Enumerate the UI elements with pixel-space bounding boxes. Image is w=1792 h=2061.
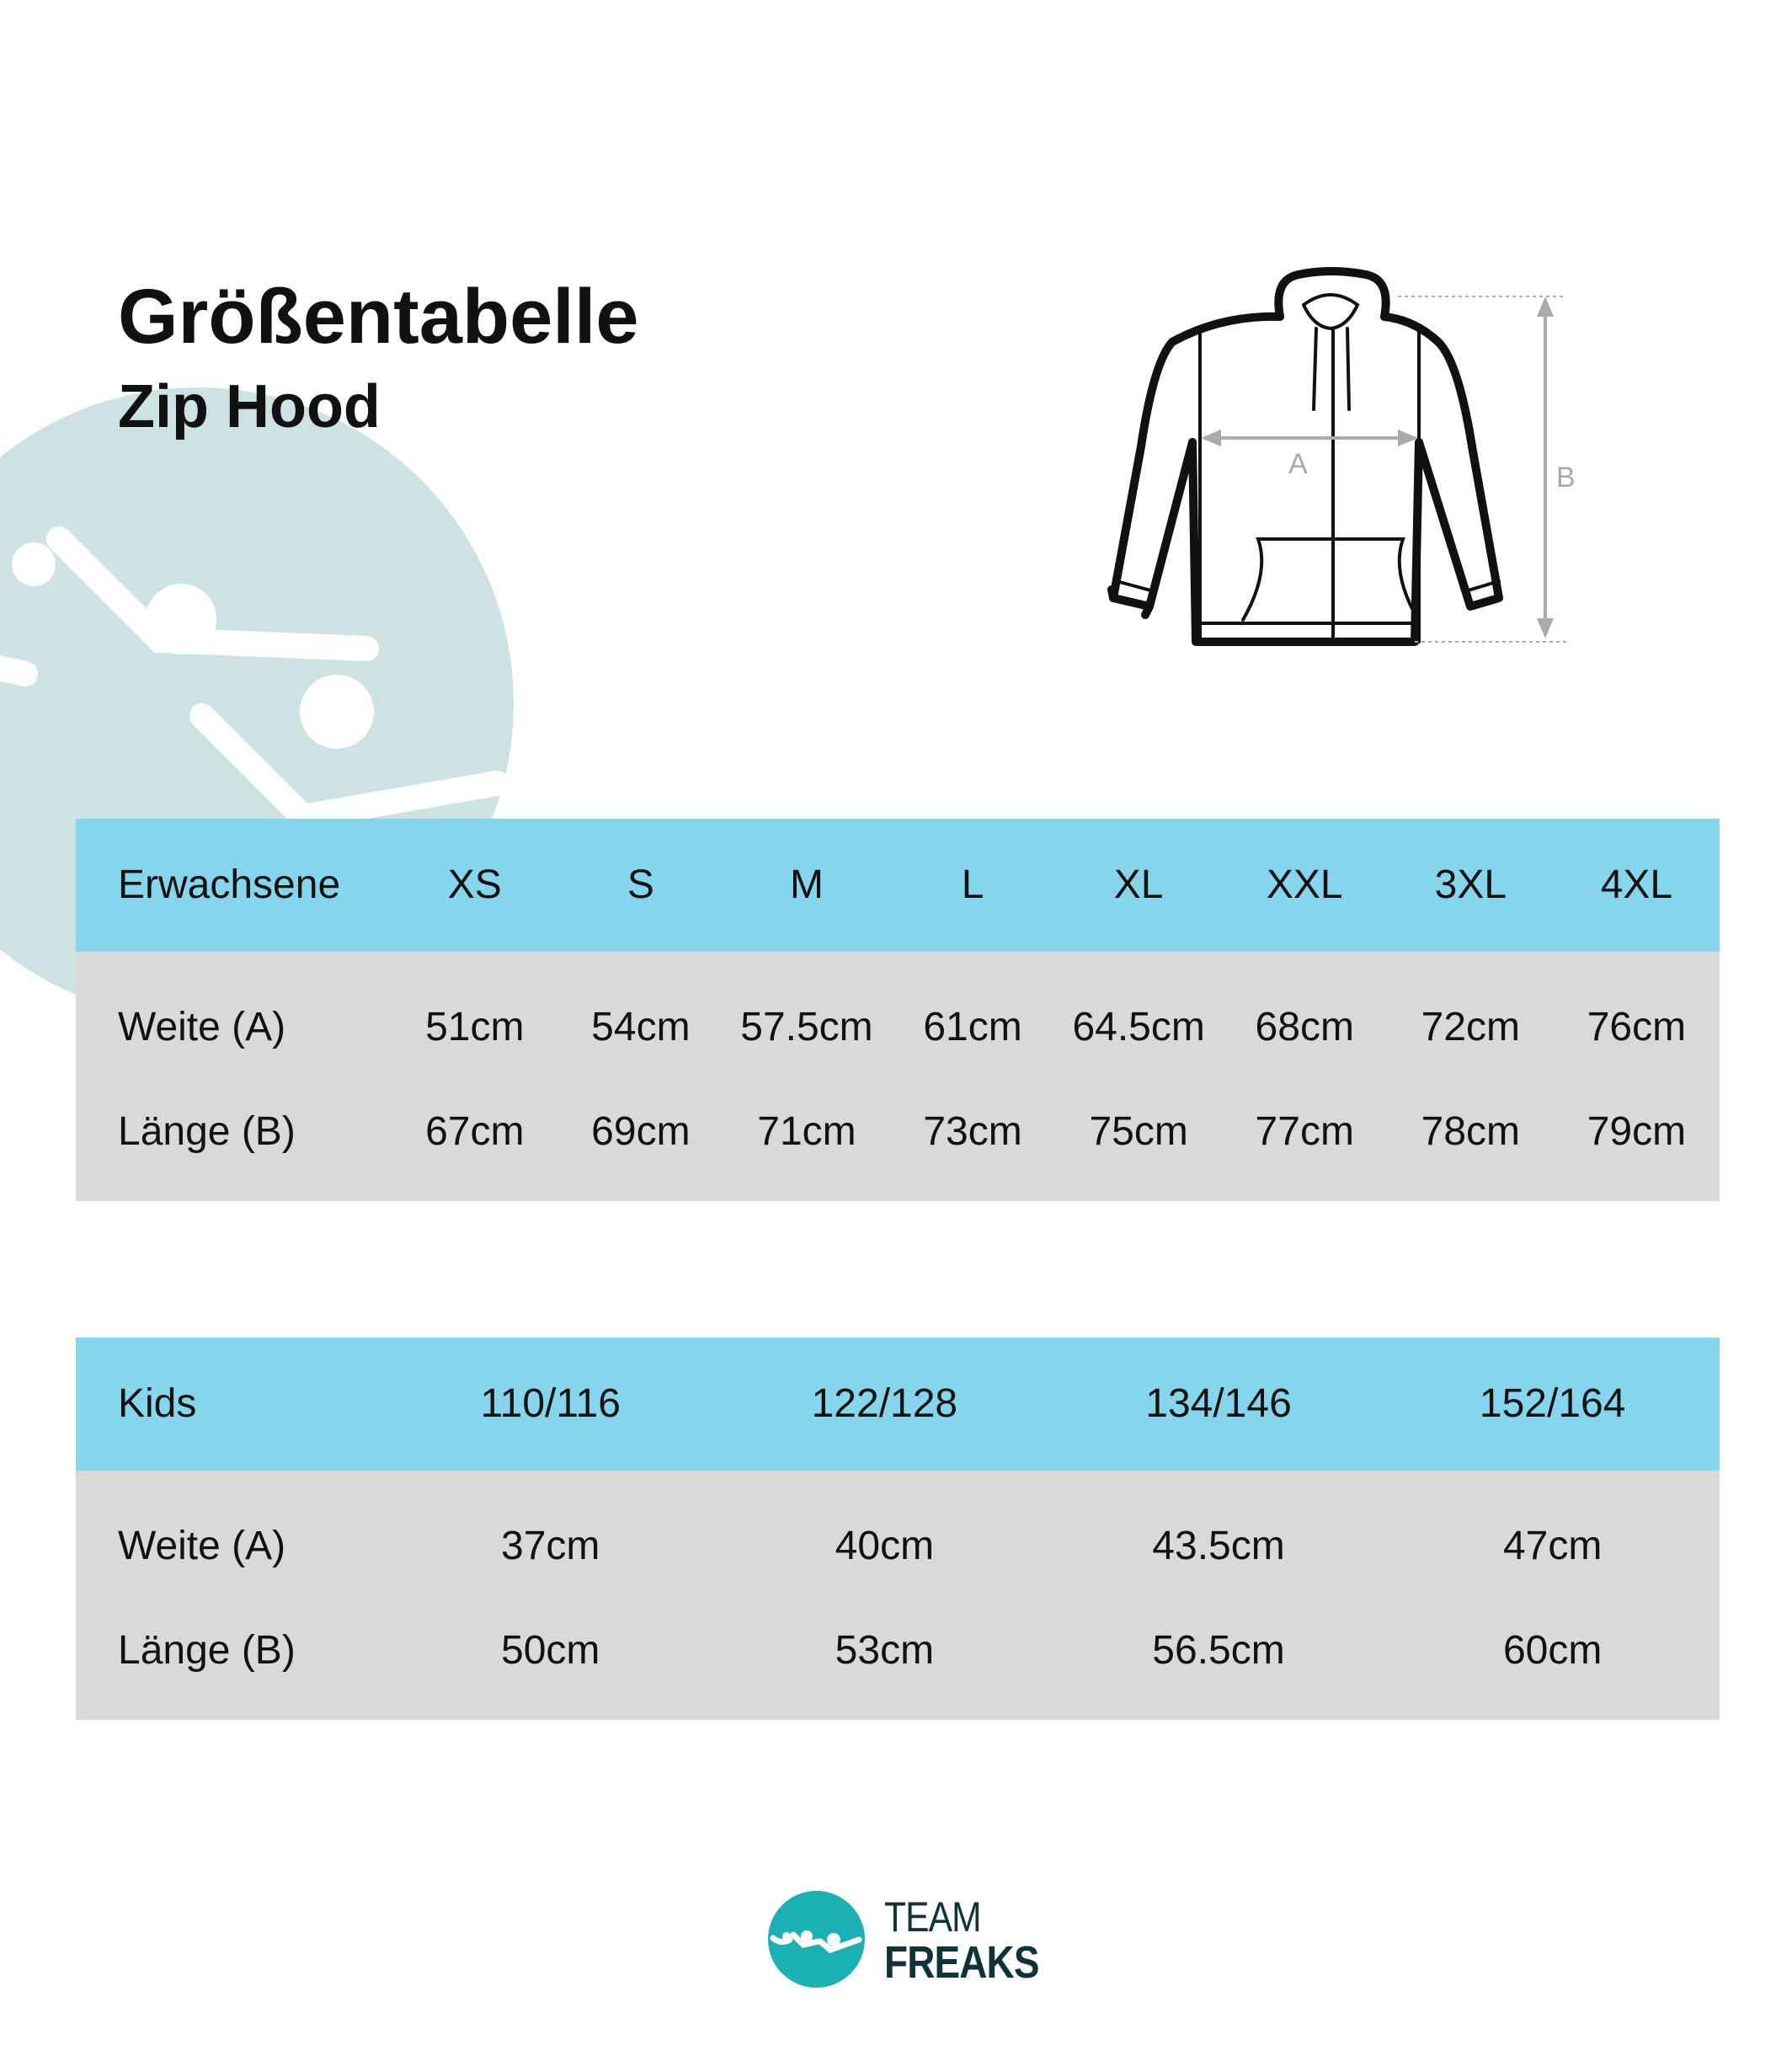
logo-text-freaks: FREAKS	[884, 1937, 1039, 1988]
table-cell: 76cm	[1587, 1005, 1687, 1049]
table-cell: 72cm	[1421, 1005, 1521, 1049]
adult-size-table	[76, 819, 1720, 1201]
table-cell: 51cm	[425, 1005, 525, 1049]
size-header-m: M	[789, 862, 824, 907]
table-row	[76, 975, 1720, 1080]
adult-table-body	[76, 952, 1720, 1201]
size-header-l: L	[961, 862, 984, 907]
table-cell: 64.5cm	[1072, 1005, 1205, 1049]
size-header-134-146: 134/146	[1145, 1381, 1292, 1426]
kids-size-table	[76, 1338, 1720, 1720]
table-cell: 75cm	[1089, 1109, 1188, 1154]
size-header-152-164: 152/164	[1479, 1381, 1626, 1426]
logo-text-team: TEAM	[884, 1893, 981, 1941]
size-header-4xl: 4XL	[1600, 862, 1673, 907]
measure-label-a: A	[1288, 448, 1308, 480]
table-row	[76, 1080, 1720, 1184]
size-header-s: S	[627, 862, 654, 907]
size-header-xxl: XXL	[1266, 862, 1343, 907]
row-label-length: Länge (B)	[118, 1628, 296, 1673]
table-cell: 40cm	[835, 1524, 935, 1568]
size-header-122-128: 122/128	[811, 1381, 958, 1426]
product-subtitle: Zip Hood	[118, 373, 381, 440]
table-cell: 60cm	[1502, 1628, 1603, 1673]
size-header-3xl: 3XL	[1434, 862, 1507, 907]
kids-table-body	[76, 1471, 1720, 1720]
table-cell: 54cm	[591, 1005, 691, 1049]
table-cell: 50cm	[501, 1628, 600, 1673]
table-cell: 77cm	[1255, 1109, 1354, 1154]
team-freaks-logo	[768, 1891, 1037, 1988]
size-header-xl: XL	[1113, 862, 1164, 907]
table-cell: 78cm	[1421, 1109, 1521, 1154]
table-cell: 47cm	[1502, 1524, 1603, 1568]
table-row	[76, 1599, 1720, 1703]
table-cell: 79cm	[1587, 1109, 1687, 1154]
table-cell: 37cm	[501, 1524, 600, 1568]
kids-table-header	[76, 1338, 1720, 1471]
table-cell: 73cm	[923, 1109, 1022, 1154]
measure-label-b: B	[1556, 462, 1576, 494]
page-title: Größentabelle	[118, 274, 639, 360]
table-cell: 67cm	[425, 1109, 525, 1154]
hoodie-measurement-diagram	[1078, 261, 1583, 665]
table-cell: 71cm	[757, 1109, 856, 1154]
table-cell: 57.5cm	[740, 1005, 873, 1049]
row-label-length: Länge (B)	[118, 1109, 296, 1154]
table-cell: 68cm	[1255, 1005, 1354, 1049]
table-row	[76, 1494, 1720, 1599]
table-cell: 69cm	[591, 1109, 691, 1154]
logo-mark-icon	[768, 1891, 865, 1988]
adult-header-label: Erwachsene	[118, 862, 341, 907]
size-header-110-116: 110/116	[480, 1381, 621, 1426]
table-cell: 43.5cm	[1152, 1524, 1285, 1568]
table-cell: 61cm	[923, 1005, 1022, 1049]
table-cell: 53cm	[835, 1628, 935, 1673]
row-label-width: Weite (A)	[118, 1524, 286, 1568]
kids-header-label: Kids	[118, 1381, 197, 1426]
table-cell: 56.5cm	[1152, 1628, 1285, 1673]
size-header-xs: XS	[447, 862, 502, 907]
row-label-width: Weite (A)	[118, 1005, 286, 1049]
adult-table-header	[76, 819, 1720, 952]
